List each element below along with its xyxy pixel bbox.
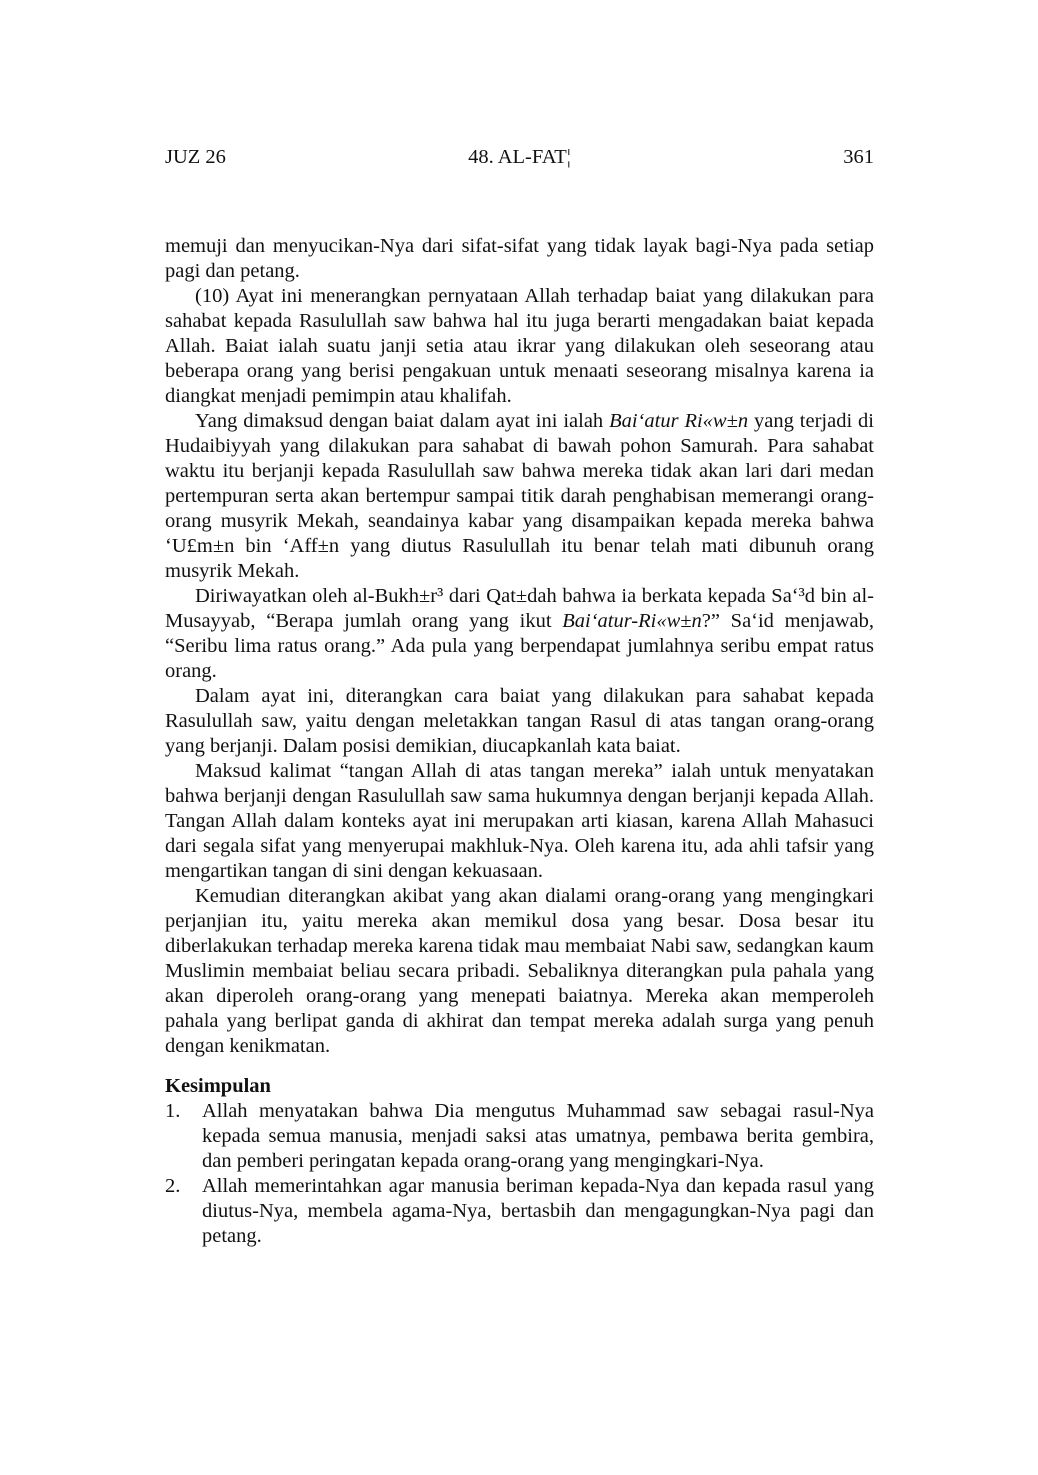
paragraph-baiat-method: Dalam ayat ini, diterangkan cara baiat yang dilakukan para sahabat kepada Rasulullah saw, yaitu dengan meletakkan tangan Rasul di atas tangan orang-orang yang berjanji. Dalam posisi demikian, diucapkanlah kata baiat.: [165, 685, 874, 757]
italic-term: Bai‘atur-Ri«w±n: [562, 610, 702, 632]
paragraph-bukhari-narration: [165, 584, 874, 684]
juz-label: JUZ 26: [165, 146, 226, 168]
paragraph-verse-10: (10) Ayat ini menerangkan pernyataan Allah terhadap baiat yang dilakukan para sahabat kepada Rasulullah saw bahwa hal itu juga berarti mengadakan baiat kepada Allah. Baiat ialah suatu janji setia atau ikrar yang dilakukan oleh seseorang atau beberapa orang yang berisi pengakuan untuk menaati seseorang misalnya karena ia diangkat menjadi pemimpin atau khalifah.: [165, 285, 874, 407]
list-item: [165, 1174, 874, 1249]
list-number: 1.: [165, 1100, 181, 1122]
conclusion-heading: Kesimpulan: [165, 1075, 271, 1097]
paragraph-text: Yang dimaksud dengan baiat dalam ayat ini ialah: [195, 410, 610, 432]
paragraph-baiat-ridwan: [165, 409, 874, 584]
list-item-text: Allah memerintahkan agar manusia beriman kepada-Nya dan kepada rasul yang diutus-Nya, membela agama-Nya, bertasbih dan mengagungkan-Nya pagi dan petang.: [202, 1175, 874, 1247]
paragraph-text: ?” Sa‘id menjawab, “Seribu lima ratus orang.” Ada pula yang berpendapat jumlahnya seribu empat ratus orang.: [165, 610, 875, 682]
surah-title: 48. AL-FAT¦: [468, 146, 571, 168]
paragraph-continuation: memuji dan menyucikan-Nya dari sifat-sifat yang tidak layak bagi-Nya pada setiap pagi dan petang.: [165, 235, 874, 282]
paragraph-text: Diriwayatkan oleh al-Bukh±r³ dari Qat±dah bahwa ia berkata kepada Sa‘³d bin al-Musayyab, “Berapa jumlah orang yang ikut: [165, 585, 874, 632]
conclusion-list: [165, 1099, 874, 1249]
page-number: 361: [843, 146, 874, 168]
paragraph-hand-of-allah: Maksud kalimat “tangan Allah di atas tangan mereka” ialah untuk menyatakan bahwa berjanji dengan Rasulullah saw sama hukumnya dengan berjanji kepada Allah. Tangan Allah dalam konteks ayat ini merupakan arti kiasan, karena Allah Mahasuci dari segala sifat yang menyerupai makhluk-Nya. Oleh karena itu, ada ahli tafsir yang mengartikan tangan di sini dengan kekuasaan.: [165, 760, 874, 882]
list-item: [165, 1099, 874, 1174]
list-number: 2.: [165, 1175, 181, 1197]
paragraph-consequences: Kemudian diterangkan akibat yang akan dialami orang-orang yang mengingkari perjanjian itu, yaitu mereka akan memikul dosa yang besar. Dosa besar itu diberlakukan terhadap mereka karena tidak mau membaiat Nabi saw, sedangkan kaum Muslimin membaiat beliau secara pribadi. Sebaliknya diterangkan pula pahala yang akan diperoleh orang-orang yang menepati baiatnya. Mereka akan memperoleh pahala yang berlipat ganda di akhirat dan tempat mereka adalah surga yang penuh dengan kenikmatan.: [165, 885, 874, 1057]
italic-term: Bai‘atur Ri«w±n: [609, 410, 749, 432]
list-item-text: Allah menyatakan bahwa Dia mengutus Muhammad saw sebagai rasul-Nya kepada semua manusia, menjadi saksi atas umatnya, pembawa berita gembira, dan pemberi peringatan kepada orang-orang yang mengingkari-Nya.: [202, 1100, 874, 1172]
page-header: [165, 146, 874, 176]
page-body: [165, 234, 874, 1249]
paragraph-text: yang terjadi di Hudaibiyyah yang dilakukan para sahabat di bawah pohon Samurah. Para sahabat waktu itu berjanji kepada Rasulullah saw bahwa mereka tidak akan lari dari medan pertempuran serta akan bertempur sampai titik darah penghabisan memerangi orang-orang musyrik Mekah, seandainya kabar yang disampaikan kepada mereka bahwa ‘U£m±n bin ‘Aff±n yang diutus Rasulullah itu benar telah mati dibunuh orang musyrik Mekah.: [165, 410, 875, 582]
